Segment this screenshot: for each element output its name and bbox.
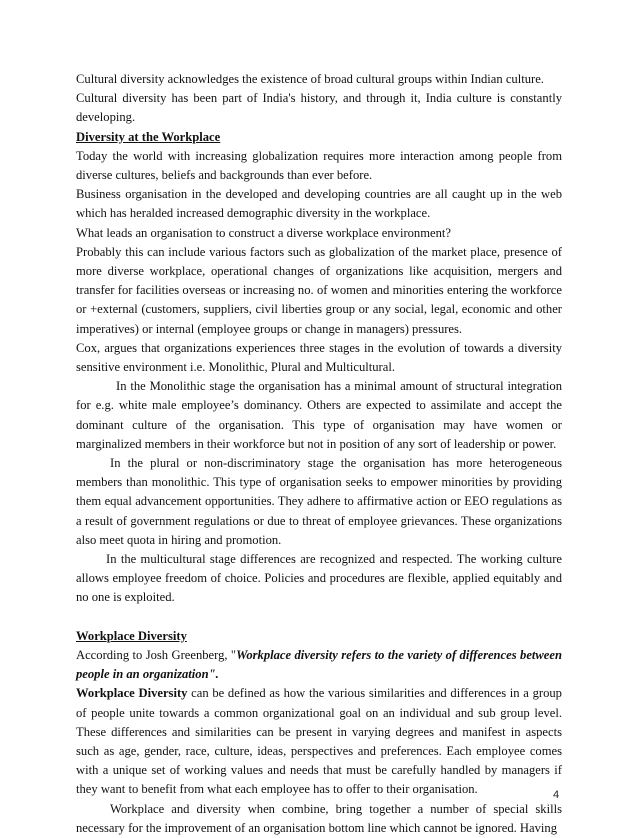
- paragraph-workplace-combine: Workplace and diversity when combine, bring together a number of special skills necessary for the improvement of an organisation bottom line which cannot be ignored. Having: [76, 801, 562, 835]
- quote-text: Workplace diversity refers to the variety of differences between people in an organization".: [76, 647, 562, 682]
- heading-diversity-at-workplace: Diversity at the Workplace: [76, 129, 221, 144]
- paragraph-plural: In the plural or non-discriminatory stage the organisation has more heterogeneous members than monolithic. This type of organisation seeks to empower minorities by providing them equal advancement opportunities. They adhere to affirmative action or EEO regulations as a result of government regulations or due to threat of employee grievances. These organizations also meet quota in hiring and promotion.: [76, 456, 562, 547]
- paragraph-multicultural: In the multicultural stage differences are recognized and respected. The working culture allows employee freedom of choice. Policies and procedures are flexible, applied equitably and no one is exploited.: [76, 552, 562, 605]
- paragraph-greenberg-quote: [76, 646, 562, 684]
- page-number: 4: [553, 789, 560, 801]
- paragraph-factors: Probably this can include various factors such as globalization of the market place, presence of more diverse workplace, operational changes of organizations like acquisition, mergers and transfer for facilities overseas or increasing no. of women and minorities entering the workforce or +external (customers, suppliers, civil liberties group or any social, legal, economic and other imperatives) or internal (employee groups or change in managers) pressures.: [76, 244, 562, 336]
- paragraph-cox-stages: Cox, argues that organizations experiences three stages in the evolution of towards a diversity sensitive environment i.e. Monolithic, Plural and Multicultural.: [76, 340, 562, 375]
- paragraph-spacer: [76, 608, 562, 627]
- paragraph-business-organisation: Business organisation in the developed and developing countries are all caught up in the web which has heralded increased demographic diversity in the workplace.: [76, 187, 562, 221]
- document-body: [76, 70, 562, 838]
- paragraph-cultural-diversity-1: Cultural diversity acknowledges the existence of broad cultural groups within Indian culture.: [76, 72, 544, 86]
- paragraph-definition: [76, 684, 562, 799]
- paragraph-monolithic: In the Monolithic stage the organisation has a minimal amount of structural integration for e.g. white male employee’s dominancy. Others are expected to assimilate and accept the dominant culture of the organisation. This type of organisation may have women or marginalized members in their workforce but not in position of any sort of leadership or power.: [76, 379, 562, 451]
- heading-workplace-diversity: Workplace Diversity: [76, 628, 187, 643]
- paragraph-globalization: Today the world with increasing globalization requires more interaction among people from diverse cultures, beliefs and backgrounds than ever before.: [76, 148, 562, 183]
- paragraph-cultural-diversity-2: Cultural diversity has been part of India's history, and through it, India culture is constantly developing.: [76, 91, 562, 125]
- definition-text: can be defined as how the various similarities and differences in a group of people unite towards a common organizational goal on an individual and sub group level. These differences and similarities can be present in varying degrees and manifest in aspects such as age, gender, race, culture, ideas, perspectives and preferences. Each employee comes with a unique set of working values and needs that must be carefully handled by managers if they want to benefit from what each employee has to offer to their organisation.: [76, 686, 562, 797]
- definition-term: Workplace Diversity: [76, 686, 188, 701]
- paragraph-question: What leads an organisation to construct a diverse workplace environment?: [76, 225, 452, 240]
- quote-intro: According to Josh Greenberg, ": [76, 647, 237, 662]
